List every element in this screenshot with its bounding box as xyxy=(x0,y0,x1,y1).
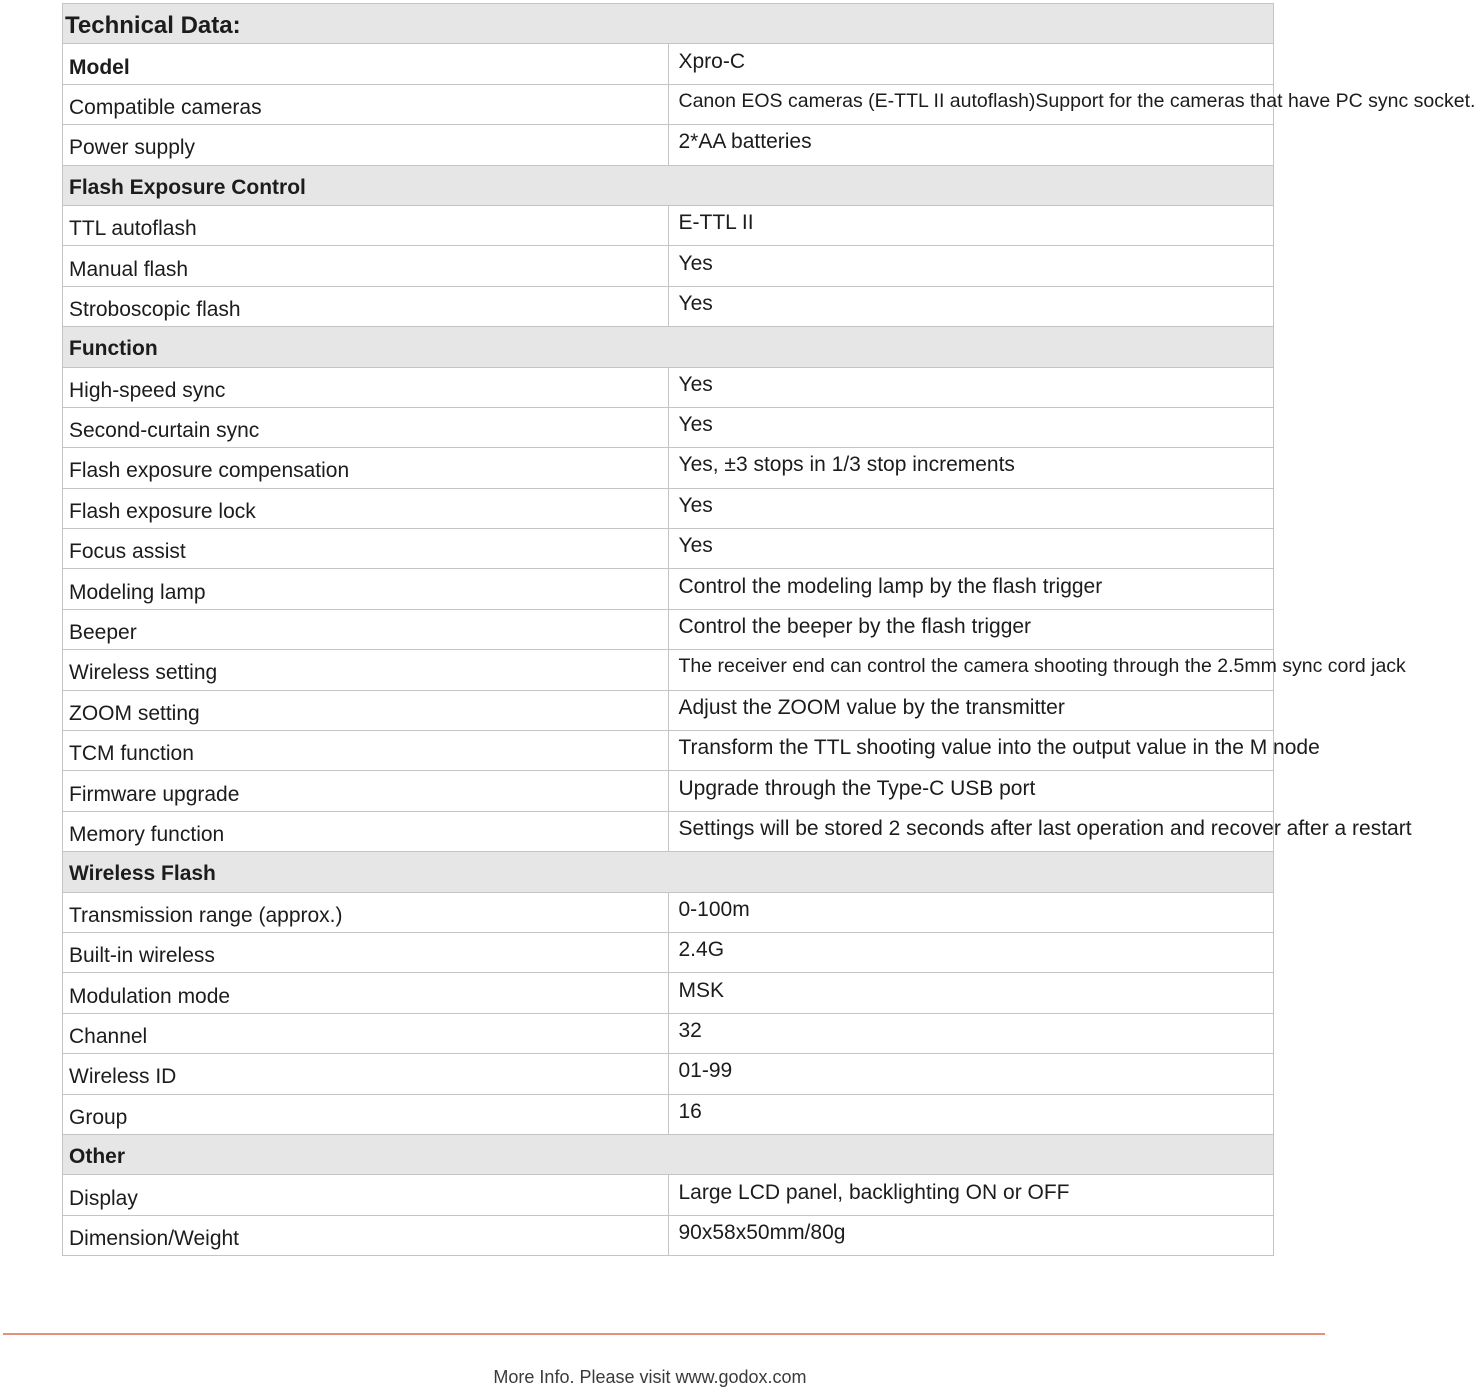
table-row xyxy=(63,690,1274,730)
spec-label: Group xyxy=(63,1094,669,1134)
table-row xyxy=(63,771,1274,811)
spec-value: E-TTL II xyxy=(668,205,1274,245)
spec-value: Yes xyxy=(668,367,1274,407)
spec-label: Manual flash xyxy=(63,246,669,286)
table-row xyxy=(63,731,1274,771)
table-row xyxy=(63,1094,1274,1134)
table-row xyxy=(63,125,1274,165)
technical-data-table xyxy=(62,3,1475,1256)
table-title-row xyxy=(63,4,1274,44)
spec-value: Control the modeling lamp by the flash trigger xyxy=(668,569,1274,609)
table-row xyxy=(63,448,1274,488)
table-row xyxy=(63,892,1274,932)
spec-value: 16 xyxy=(668,1094,1274,1134)
footer-divider xyxy=(3,1333,1325,1335)
table-row xyxy=(63,1215,1274,1255)
table-row xyxy=(63,407,1274,447)
table-title: Technical Data: xyxy=(63,4,1274,44)
spec-label: Stroboscopic flash xyxy=(63,286,669,326)
spec-label: Channel xyxy=(63,1013,669,1053)
section-heading: Function xyxy=(63,327,1274,367)
spec-label: Dimension/Weight xyxy=(63,1215,669,1255)
table-row xyxy=(63,367,1274,407)
spec-value: 01-99 xyxy=(668,1054,1274,1094)
spec-label: Beeper xyxy=(63,609,669,649)
spec-value: Transform the TTL shooting value into the output value in the M node xyxy=(668,731,1274,771)
section-header-row xyxy=(63,1134,1274,1174)
spec-label: Wireless setting xyxy=(63,650,669,690)
spec-value: Large LCD panel, backlighting ON or OFF xyxy=(668,1175,1274,1215)
table-row xyxy=(63,84,1274,124)
spec-value: Control the beeper by the flash trigger xyxy=(668,609,1274,649)
spec-label: High-speed sync xyxy=(63,367,669,407)
table-row xyxy=(63,246,1274,286)
section-header-row xyxy=(63,327,1274,367)
table-row xyxy=(63,569,1274,609)
table-row xyxy=(63,1054,1274,1094)
table-row xyxy=(63,973,1274,1013)
table-row xyxy=(63,44,1274,84)
spec-label: Modeling lamp xyxy=(63,569,669,609)
spec-value: 0-100m xyxy=(668,892,1274,932)
table-row xyxy=(63,529,1274,569)
spec-value: 32 xyxy=(668,1013,1274,1053)
spec-label: Flash exposure lock xyxy=(63,488,669,528)
spec-label: Memory function xyxy=(63,811,669,851)
spec-label: Built-in wireless xyxy=(63,932,669,972)
spec-value: 90x58x50mm/80g xyxy=(668,1215,1274,1255)
spec-label: Display xyxy=(63,1175,669,1215)
table-row xyxy=(63,650,1274,690)
spec-value: Adjust the ZOOM value by the transmitter xyxy=(668,690,1274,730)
spec-value: 2*AA batteries xyxy=(668,125,1274,165)
spec-value: Canon EOS cameras (E-TTL II autoflash)Support for the cameras that have PC sync socket. xyxy=(668,84,1274,124)
table-row xyxy=(63,811,1274,851)
spec-value: Yes xyxy=(668,529,1274,569)
spec-label: ZOOM setting xyxy=(63,690,669,730)
spec-label: Firmware upgrade xyxy=(63,771,669,811)
spec-value: Yes xyxy=(668,246,1274,286)
footer-info-text: More Info. Please visit www.godox.com xyxy=(493,1367,807,1387)
spec-value: Yes xyxy=(668,407,1274,447)
spec-label: Second-curtain sync xyxy=(63,407,669,447)
spec-value: Settings will be stored 2 seconds after last operation and recover after a restart xyxy=(668,811,1274,851)
table-row xyxy=(63,286,1274,326)
spec-value: The receiver end can control the camera shooting through the 2.5mm sync cord jack xyxy=(668,650,1274,690)
spec-label: Compatible cameras xyxy=(63,84,669,124)
spec-value: MSK xyxy=(668,973,1274,1013)
table-row xyxy=(63,205,1274,245)
spec-value: 2.4G xyxy=(668,932,1274,972)
spec-label: Wireless ID xyxy=(63,1054,669,1094)
spec-label: Focus assist xyxy=(63,529,669,569)
section-heading: Wireless Flash xyxy=(63,852,1274,892)
spec-label: TTL autoflash xyxy=(63,205,669,245)
spec-value: Upgrade through the Type-C USB port xyxy=(668,771,1274,811)
spec-label: Power supply xyxy=(63,125,669,165)
section-heading: Flash Exposure Control xyxy=(63,165,1274,205)
spec-value: Yes xyxy=(668,286,1274,326)
spec-value: Yes xyxy=(668,488,1274,528)
spec-label: Flash exposure compensation xyxy=(63,448,669,488)
spec-label: Transmission range (approx.) xyxy=(63,892,669,932)
spec-label: TCM function xyxy=(63,731,669,771)
spec-label: Modulation mode xyxy=(63,973,669,1013)
table-row xyxy=(63,609,1274,649)
table-row xyxy=(63,488,1274,528)
section-header-row xyxy=(63,852,1274,892)
spec-value: Yes, ±3 stops in 1/3 stop increments xyxy=(668,448,1274,488)
section-heading: Other xyxy=(63,1134,1274,1174)
section-header-row xyxy=(63,165,1274,205)
table-row xyxy=(63,932,1274,972)
table-row xyxy=(63,1013,1274,1053)
table-row xyxy=(63,1175,1274,1215)
model-value: Xpro-C xyxy=(668,44,1274,84)
model-label: Model xyxy=(63,44,669,84)
